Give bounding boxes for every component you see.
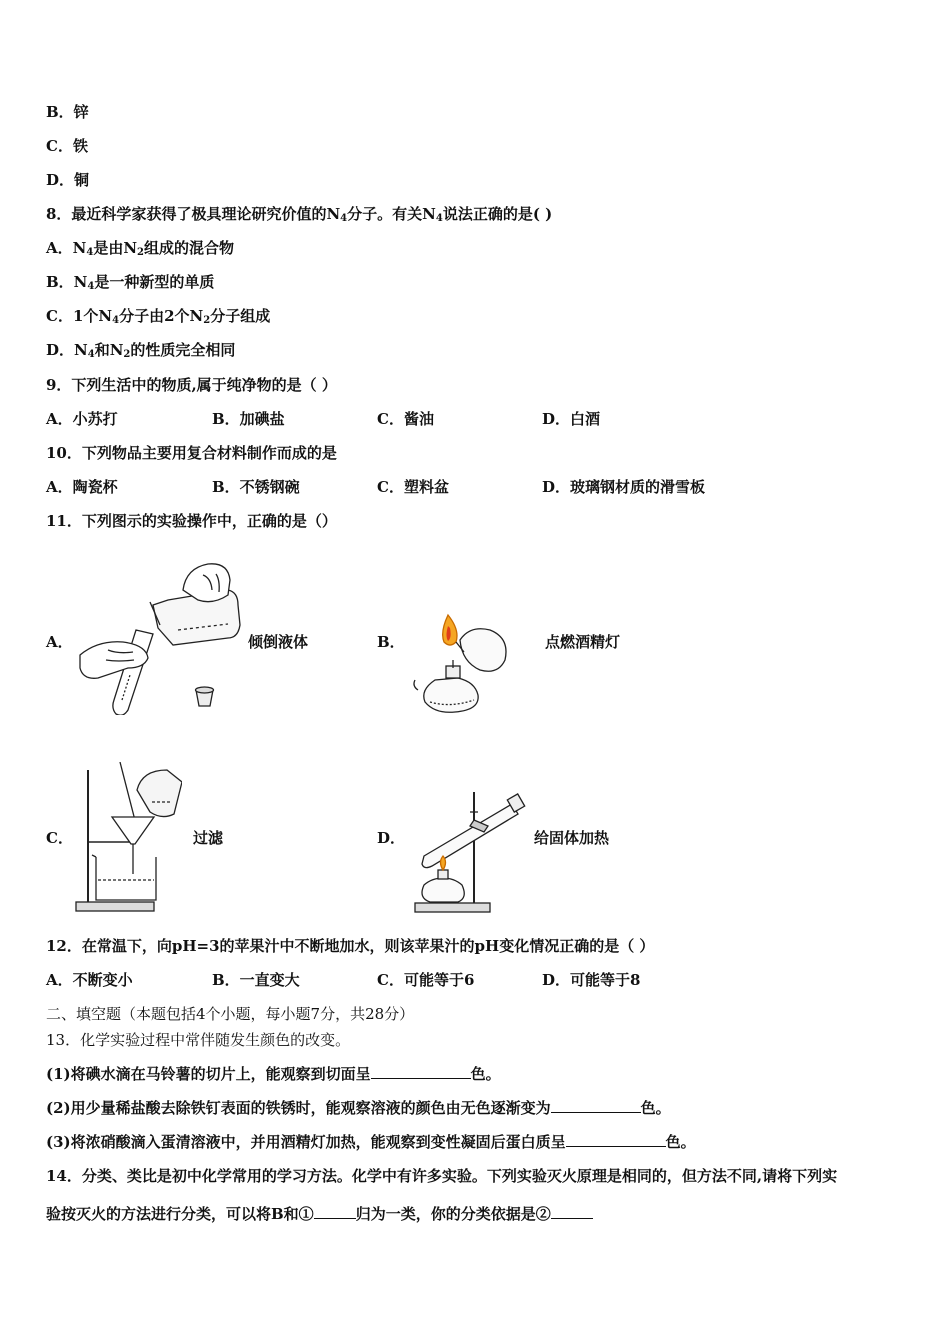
q13-part-3-blank[interactable] xyxy=(566,1132,666,1147)
q13-part-3-text: (3)将浓硝酸滴入蛋清溶液中，并用酒精灯加热，能观察到变性凝固后蛋白质呈 xyxy=(46,1133,566,1151)
q8-stem-sub-2: 4 xyxy=(435,213,443,224)
q13-part-2-suffix: 色。 xyxy=(640,1099,671,1117)
q8-stem-sub-1: 4 xyxy=(340,213,348,224)
q10-option-c: C．塑料盆 xyxy=(377,478,449,496)
q8-c-sub-1: 4 xyxy=(112,315,120,326)
q7-option-b: B．锌 xyxy=(46,103,89,121)
filtration-illustration xyxy=(72,762,182,917)
q11-option-d-caption: 给固体加热 xyxy=(534,829,610,847)
q13-part-3-suffix: 色。 xyxy=(665,1133,696,1151)
q8-c-text-1: C．1个N xyxy=(46,307,113,325)
q11-option-a-letter: A． xyxy=(46,633,73,651)
q8-b-text-2: 是一种新型的单质 xyxy=(94,273,215,291)
q7-option-d: D．铜 xyxy=(46,171,90,189)
q8-stem-text-3: 说法正确的是( ) xyxy=(442,205,553,223)
q14-line-2 xyxy=(46,1204,593,1224)
q8-a-text-3: 组成的混合物 xyxy=(144,239,235,257)
q12-stem: 12．在常温下，向pH=3的苹果汁中不断地加水，则该苹果汁的pH变化情况正确的是（ ） xyxy=(46,937,655,955)
q13-part-1-suffix: 色。 xyxy=(470,1065,501,1083)
q10-stem: 10．下列物品主要用复合材料制作而成的是 xyxy=(46,444,337,462)
q13-stem: 13．化学实验过程中常伴随发生颜色的改变。 xyxy=(46,1031,351,1049)
q11-option-c-caption: 过滤 xyxy=(193,829,224,847)
q8-option-c xyxy=(46,306,270,331)
q8-a-sub-1: 4 xyxy=(86,247,94,258)
q13-part-2 xyxy=(46,1098,671,1118)
q14-blank-2[interactable] xyxy=(551,1204,593,1219)
q9-option-a: A．小苏打 xyxy=(46,410,118,428)
q10-option-b: B．不锈钢碗 xyxy=(212,478,300,496)
q8-stem-text-2: 分子。有关N xyxy=(347,205,436,223)
q11-option-b-caption: 点燃酒精灯 xyxy=(545,633,621,651)
q8-c-text-3: 分子组成 xyxy=(210,307,271,325)
q7-option-c: C．铁 xyxy=(46,137,88,155)
q13-part-1-text: (1)将碘水滴在马铃薯的切片上，能观察到切面呈 xyxy=(46,1065,371,1083)
q9-option-d: D．白酒 xyxy=(542,410,601,428)
q11-option-a-caption: 倾倒液体 xyxy=(248,633,309,651)
q10-option-a: A．陶瓷杯 xyxy=(46,478,118,496)
q11-option-c-letter: C． xyxy=(46,829,73,847)
q14-line-2-text: 验按灭火的方法进行分类，可以将B和① xyxy=(46,1205,314,1223)
q13-part-1 xyxy=(46,1064,501,1084)
q8-d-sub-1: 4 xyxy=(87,349,95,360)
q8-stem-text-1: 8．最近科学家获得了极具理论研究价值的N xyxy=(46,205,341,223)
q13-part-2-text: (2)用少量稀盐酸去除铁钉表面的铁锈时，能观察溶液的颜色由无色逐渐变为 xyxy=(46,1099,551,1117)
lighting-alcohol-lamp-illustration xyxy=(410,610,520,720)
section-2-title: 二、填空题（本题包括4个小题，每小题7分，共28分） xyxy=(46,1005,415,1023)
q14-line-1: 14．分类、类比是初中化学常用的学习方法。化学中有许多实验。下列实验灭火原理是相同的，但方法不同,请将下列实 xyxy=(46,1167,838,1185)
q12-option-d: D．可能等于8 xyxy=(542,971,641,989)
q8-d-sub-2: 2 xyxy=(123,349,131,360)
q14-line-2-mid: 归为一类，你的分类依据是② xyxy=(355,1205,551,1223)
q14-blank-1[interactable] xyxy=(314,1204,356,1219)
q8-a-text-1: A．N xyxy=(46,239,87,257)
q12-option-c: C．可能等于6 xyxy=(377,971,475,989)
q13-part-2-blank[interactable] xyxy=(551,1098,641,1113)
q8-option-d xyxy=(46,340,235,365)
heating-solid-illustration xyxy=(410,790,530,916)
q8-c-sub-2: 2 xyxy=(203,315,211,326)
q13-part-1-blank[interactable] xyxy=(371,1064,471,1079)
q8-d-text-1: D．N xyxy=(46,341,88,359)
q8-a-sub-2: 2 xyxy=(137,247,145,258)
q8-stem xyxy=(46,204,552,229)
pouring-liquid-illustration xyxy=(78,550,243,715)
q8-d-text-2: 和N xyxy=(94,341,124,359)
q8-b-text-1: B．N xyxy=(46,273,88,291)
q8-c-text-2: 分子由2个N xyxy=(119,307,204,325)
q8-option-a xyxy=(46,238,234,263)
q8-option-b xyxy=(46,272,214,297)
q11-stem: 11．下列图示的实验操作中，正确的是（） xyxy=(46,512,337,530)
q11-option-b-letter: B． xyxy=(377,633,405,651)
q12-option-b: B．一直变大 xyxy=(212,971,300,989)
q10-option-d: D．玻璃钢材质的滑雪板 xyxy=(542,478,706,496)
q9-option-c: C．酱油 xyxy=(377,410,434,428)
q9-stem: 9．下列生活中的物质,属于纯净物的是（ ） xyxy=(46,376,337,394)
q12-option-a: A．不断变小 xyxy=(46,971,133,989)
q8-d-text-3: 的性质完全相同 xyxy=(130,341,236,359)
q9-option-b: B．加碘盐 xyxy=(212,410,285,428)
q11-option-d-letter: D． xyxy=(377,829,406,847)
q8-b-sub-1: 4 xyxy=(87,281,95,292)
q13-part-3 xyxy=(46,1132,696,1152)
q8-a-text-2: 是由N xyxy=(93,239,138,257)
